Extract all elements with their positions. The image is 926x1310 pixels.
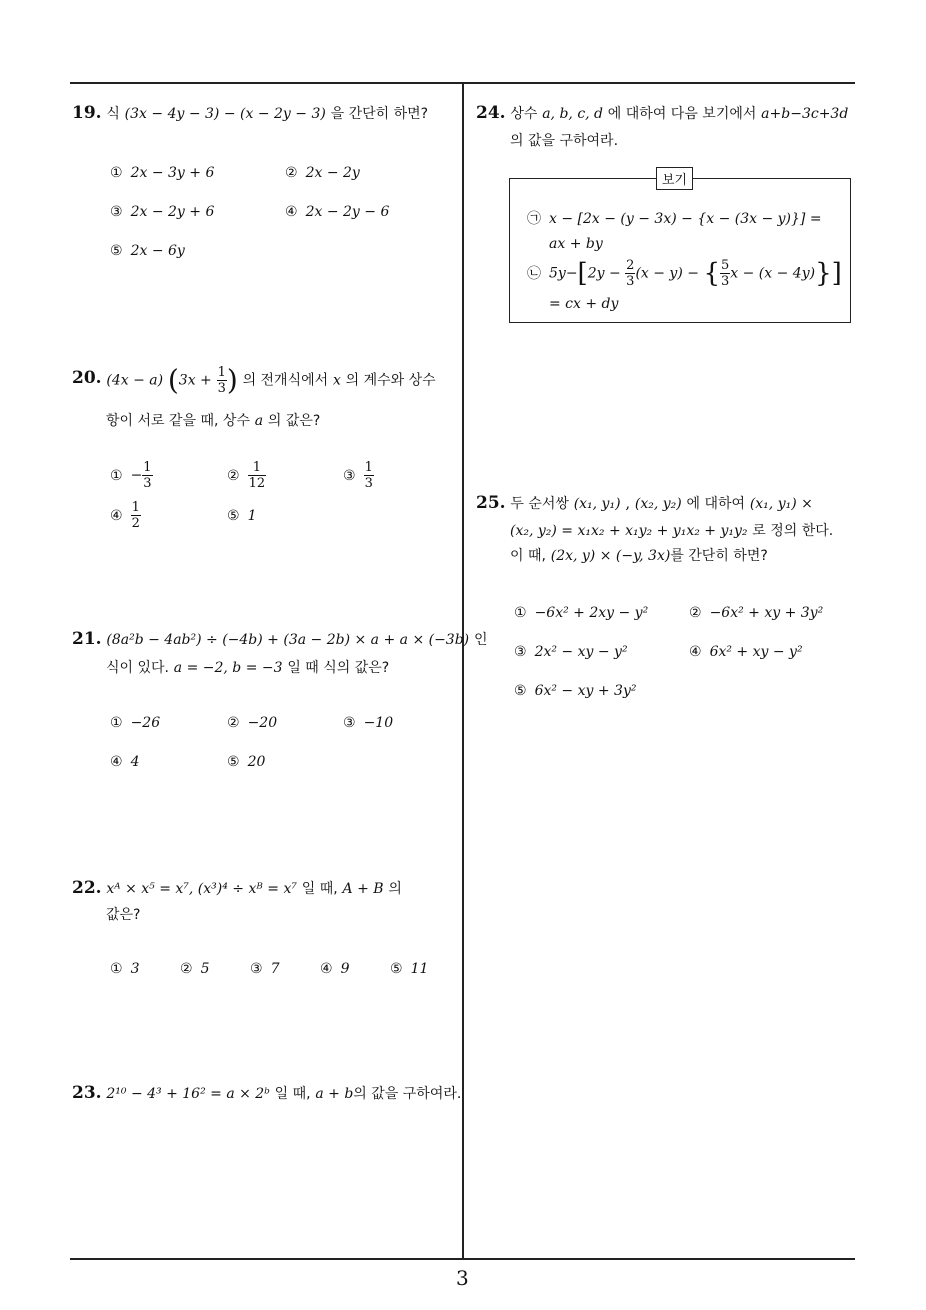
option-2[interactable]: ② $\frac{1}{12}$ <box>227 460 266 491</box>
example-item-2-line2: = cx + dy <box>549 296 619 312</box>
question-24-line2: 의 값을 구하여라. <box>510 133 619 149</box>
option-2[interactable]: ② 5 <box>180 961 210 977</box>
option-5[interactable]: ⑤ 1 <box>227 508 257 524</box>
question-number: 24. <box>476 103 506 123</box>
option-1[interactable]: ① 3 <box>110 961 140 977</box>
option-4[interactable]: ④ 2x − 2y − 6 <box>285 204 390 220</box>
option-1[interactable]: ① 2x − 3y + 6 <box>110 165 215 181</box>
question-23: 23. 2¹⁰ − 4³ + 16² = a × 2ᵇ 일 때, a + b의 값을 구하여라. <box>72 1083 462 1103</box>
column-divider <box>462 82 464 1259</box>
option-1[interactable]: ① − $\frac{1}{3}$ <box>110 460 152 491</box>
question-21: 21. (8a²b − 4ab²) ÷ (−4b) + (3a − 2b) × a + a × (−3b) 인 <box>72 629 488 649</box>
math-expression: (4x − a) <box>106 372 164 389</box>
option-4[interactable]: ④ 4 <box>110 754 140 770</box>
question-number: 25. <box>476 493 506 513</box>
question-number: 19. <box>72 103 102 123</box>
option-3[interactable]: ③ 7 <box>250 961 280 977</box>
option-2[interactable]: ② 2x − 2y <box>285 165 360 181</box>
fraction: $\frac{1}{3}$ <box>217 365 226 396</box>
question-25-line3: 이 때, (2x, y) × (−y, 3x)를 간단히 하면? <box>510 548 768 564</box>
page-number: 3 <box>456 1266 469 1290</box>
option-1[interactable]: ① −26 <box>110 715 161 731</box>
question-text: 식 <box>106 106 120 122</box>
example-item-2: ㉡ 5y−[2y − $\frac{2}{3}$ (x − y) − { $\frac{5}{3}$ x − (x − 4y)}] <box>527 258 842 289</box>
question-number: 21. <box>72 629 102 649</box>
question-24: 24. 상수 a, b, c, d 에 대하여 다음 보기에서 a+b−3c+3d <box>476 103 849 123</box>
question-25: 25. 두 순서쌍 (x₁, y₁) , (x₂, y₂) 에 대하여 (x₁, y₁) × <box>476 493 813 513</box>
question-22: 22. xᴬ × x⁵ = x⁷, (x³)⁴ ÷ xᴮ = x⁷ 일 때, A + B 의 <box>72 878 402 898</box>
option-3[interactable]: ③ 2x² − xy − y² <box>514 644 628 660</box>
example-box-label: 보기 <box>656 167 693 190</box>
option-3[interactable]: ③ 2x − 2y + 6 <box>110 204 215 220</box>
question-19 <box>72 100 428 127</box>
question-text: 을 간단히 하면? <box>330 106 429 122</box>
example-item-1: ㉠ x − [2x − (y − 3x) − {x − (3x − y)}] = <box>527 211 822 227</box>
option-2[interactable]: ② −6x² + xy + 3y² <box>689 605 824 621</box>
question-20: 20. (4x − a) (3x + $\frac{1}{3}$ ) 의 전개식에서 x 의 계수와 상수 <box>72 363 436 397</box>
question-21-line2: 식이 있다. a = −2, b = −3 일 때 식의 값은? <box>106 660 390 676</box>
question-25-line2: (x₂, y₂) = x₁x₂ + x₁y₂ + y₁x₂ + y₁y₂ 로 정의 한다. <box>510 523 834 539</box>
option-4[interactable]: ④ 6x² + xy − y² <box>689 644 803 660</box>
question-number: 20. <box>72 368 102 388</box>
question-22-line2: 값은? <box>106 907 141 923</box>
option-5[interactable]: ⑤ 11 <box>390 961 429 977</box>
example-item-1-line2: ax + by <box>549 236 603 252</box>
option-5[interactable]: ⑤ 20 <box>227 754 266 770</box>
math-expression: 2¹⁰ − 4³ + 16² = a × 2ᵇ <box>106 1086 270 1102</box>
question-number: 22. <box>72 878 102 898</box>
math-expression: (3x − 4y − 3) − (x − 2y − 3) <box>124 106 326 122</box>
bottom-rule <box>70 1258 855 1260</box>
option-2[interactable]: ② −20 <box>227 715 278 731</box>
math-expression: (8a²b − 4ab²) ÷ (−4b) + (3a − 2b) × a + a × (−3b) <box>106 632 470 648</box>
option-3[interactable]: ③ $\frac{1}{3}$ <box>343 460 373 491</box>
option-4[interactable]: ④ 9 <box>320 961 350 977</box>
option-5[interactable]: ⑤ 6x² − xy + 3y² <box>514 683 637 699</box>
question-20-line2: 항이 서로 같을 때, 상수 a 의 값은? <box>106 413 321 429</box>
option-5[interactable]: ⑤ 2x − 6y <box>110 243 185 259</box>
option-1[interactable]: ① −6x² + 2xy − y² <box>514 605 649 621</box>
option-4[interactable]: ④ $\frac{1}{2}$ <box>110 500 140 531</box>
math-expression: xᴬ × x⁵ = x⁷, (x³)⁴ ÷ xᴮ = x⁷ <box>106 881 297 897</box>
question-number: 23. <box>72 1083 102 1103</box>
option-3[interactable]: ③ −10 <box>343 715 394 731</box>
